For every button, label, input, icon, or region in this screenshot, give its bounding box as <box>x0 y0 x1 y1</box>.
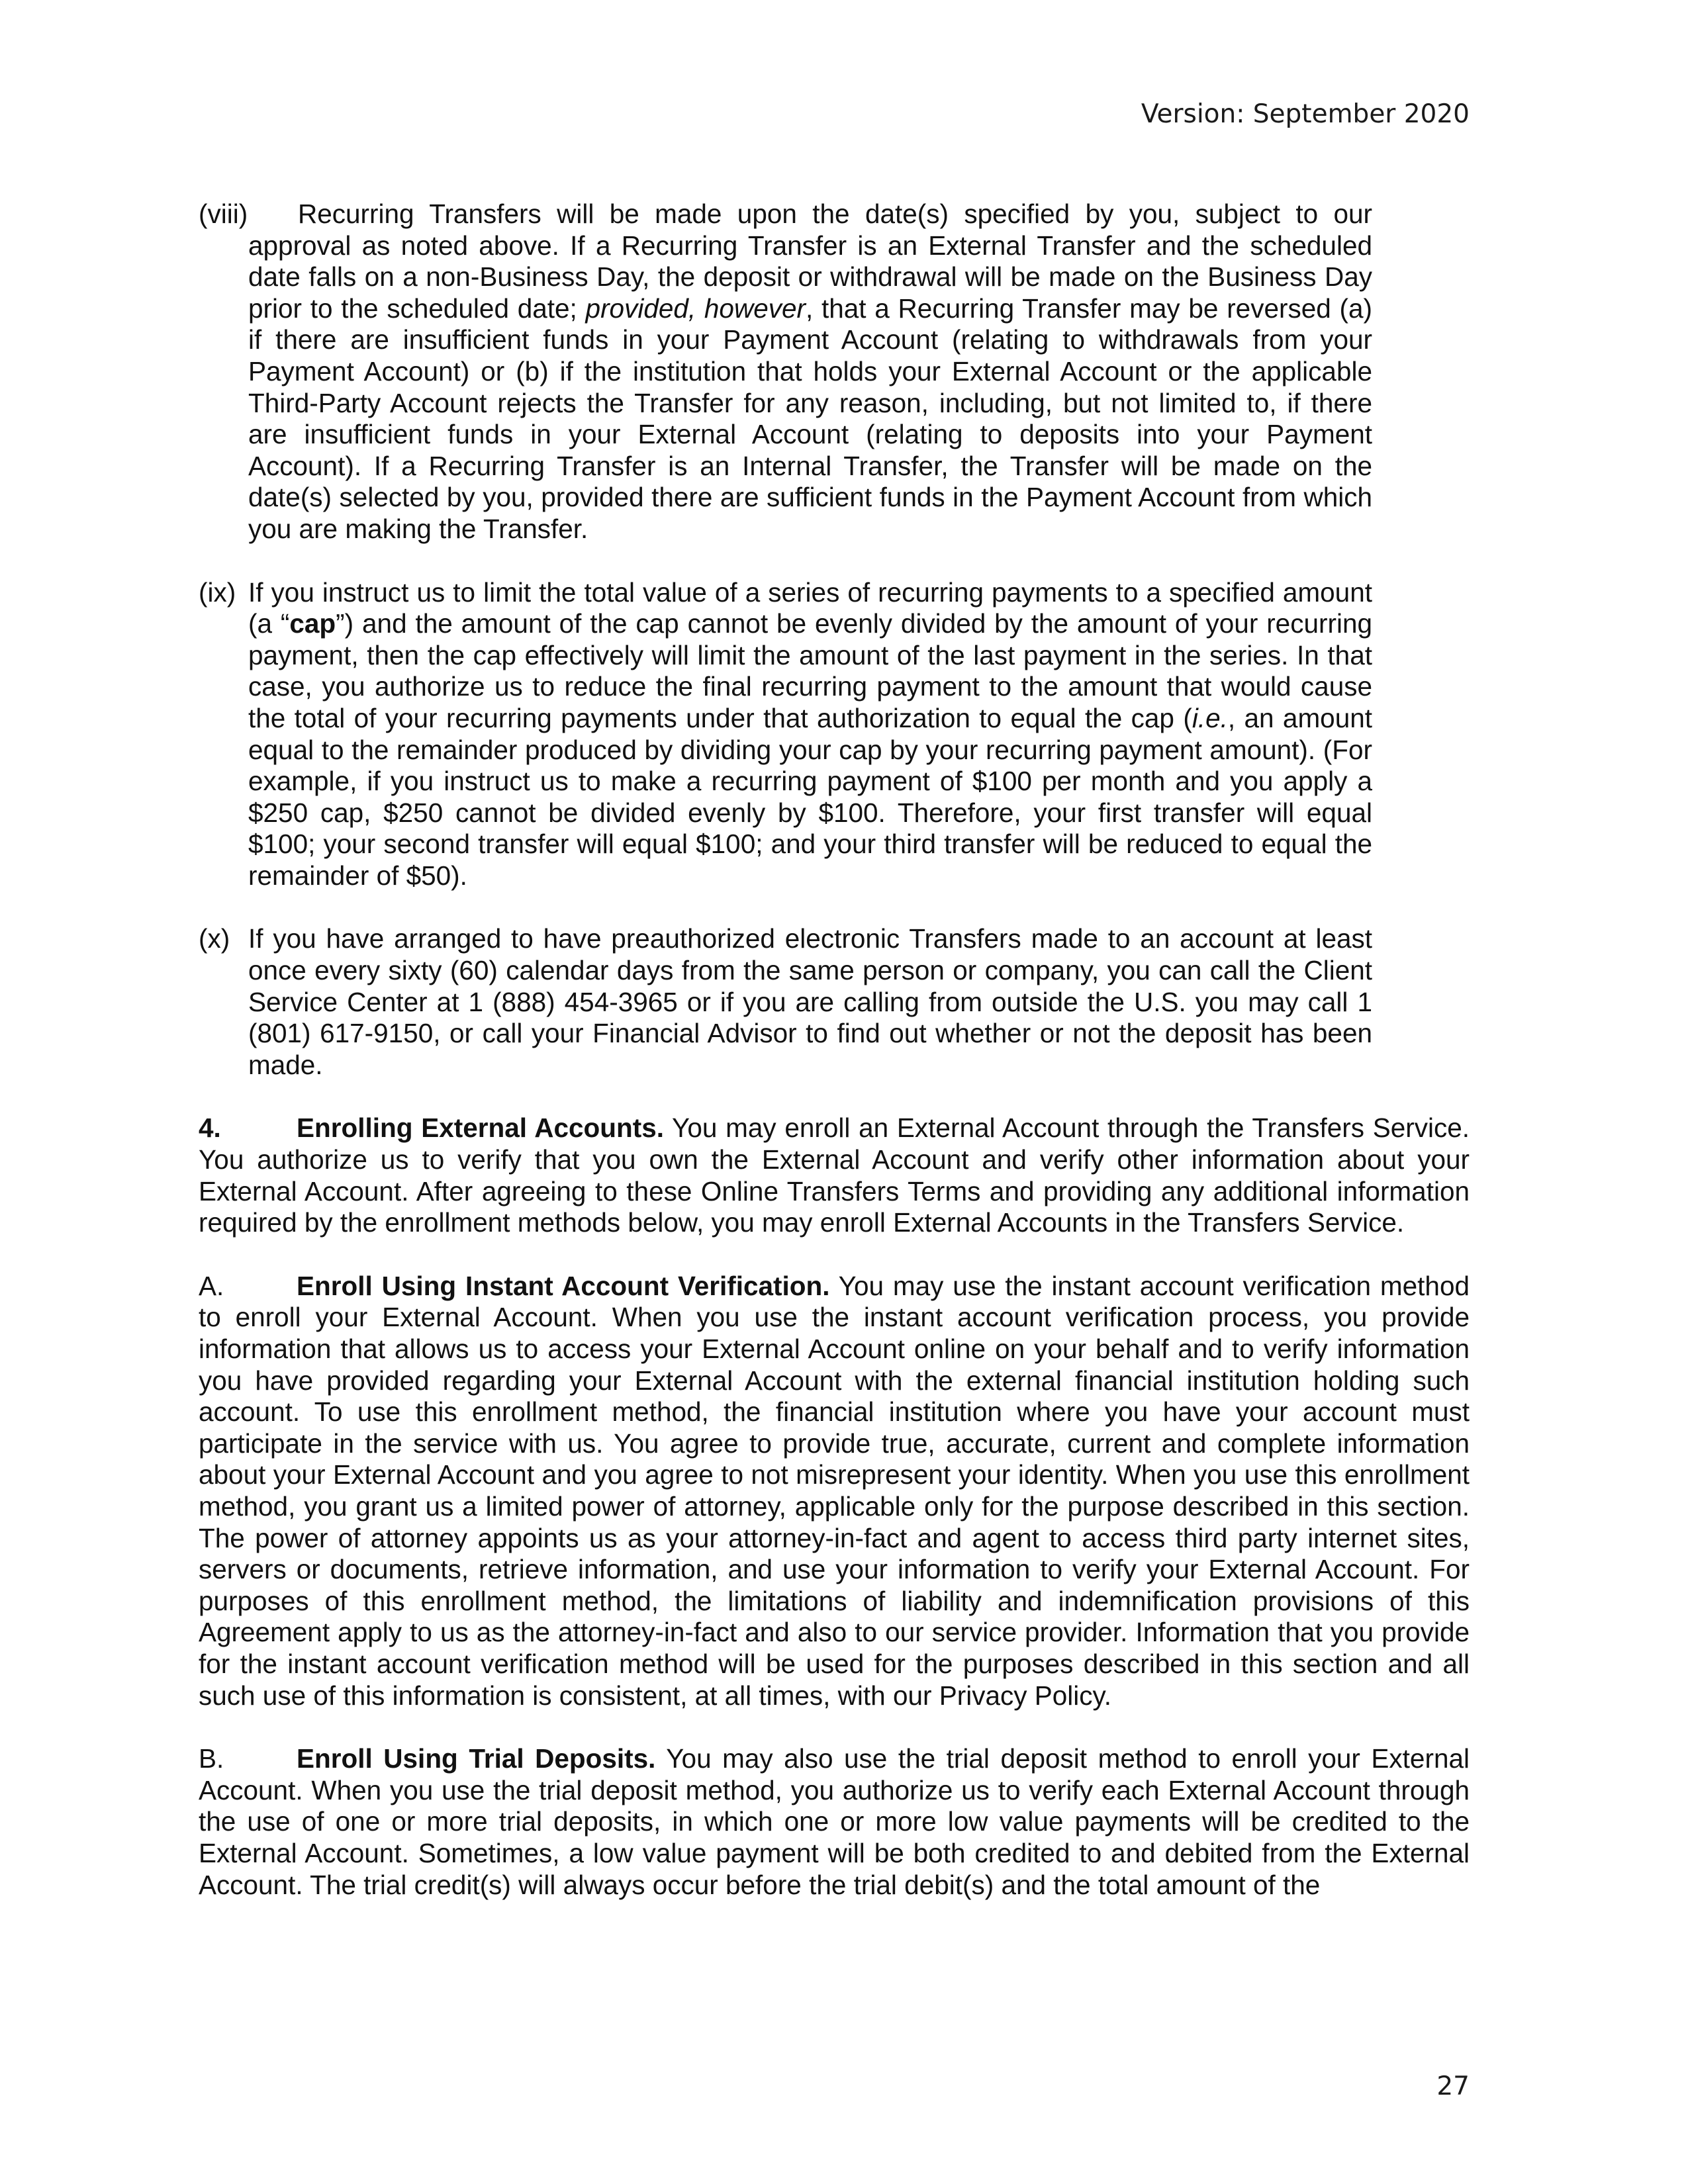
list-marker: (x) <box>199 923 230 954</box>
section-number: 4. <box>199 1113 221 1144</box>
item-italic-text: i.e. <box>1192 702 1228 733</box>
section-text: You may also use the trial deposit method to enroll your External Account. When you use the trial deposit method, you authorize us to verify each External Account through the use of one or more trial deposits, in which one or more low value payments will be credited to the External Account. Sometimes, a low value payment will be both credited to and debited from the External Account. The trial credit(s) will always occur before the trial debit(s) and the total amount of the <box>199 1743 1470 1900</box>
page-number: 27 <box>1436 2071 1470 2101</box>
item-text: ”) and the amount of the cap cannot be evenly divided by the amount of your recurring payment, then the cap effectively will limit the amount of the last payment in the series. In that case, you authorize us to reduce the final recurring payment to the amount that would cause the total of your recurring payments under that authorization to equal the cap ( <box>248 608 1372 733</box>
section-a <box>199 1271 1470 1711</box>
section-number: B. <box>199 1743 224 1774</box>
section-text: You may enroll an External Account through the Transfers Service. You authorize us to verify that you own the External Account and verify other information about your External Account. After agreeing to these Online Transfers Terms and providing any additional information required by the enrollment methods below, you may enroll External Accounts in the Transfers Service. <box>199 1113 1470 1238</box>
list-marker: (viii) <box>199 199 248 229</box>
section-text: You may use the instant account verification method to enroll your External Account. When you use the instant account verification process, you provide information that allows us to access your External Account online on your behalf and to verify information you have provided regarding your External Account with the external financial institution holding such account. To use this enrollment method, the financial institution where you have your account must participate in the service with us. You agree to provide true, accurate, current and complete information about your External Account and you agree to not misrepresent your identity. When you use this enrollment method, you grant us a limited power of attorney, applicable only for the purpose described in this section. The power of attorney appoints us as your attorney-in-fact and agent to access third party internet sites, servers or documents, retrieve information, and use your information to verify your External Account. For purposes of this enrollment method, the limitations of liability and indemnification provisions of this Agreement apply to us as the attorney-in-fact and also to our service provider. Information that you provide for the instant account verification method will be used for the purposes described in this section and all such use of this information is consistent, at all times, with our Privacy Policy. <box>199 1270 1470 1711</box>
section-heading: Enroll Using Instant Account Verification. <box>297 1270 830 1301</box>
version-header: Version: September 2020 <box>1141 99 1470 129</box>
section-heading: Enroll Using Trial Deposits. <box>297 1743 656 1774</box>
item-text: , an amount equal to the remainder produced by dividing your cap by your recurring payment amount). (For example, if you instruct us to make a recurring payment of $100 per month and you apply a $250 cap, $250 cannot be divided evenly by $100. Therefore, your first transfer will equal $100; your second transfer will equal $100; and your third transfer will be reduced to equal the remainder of $50). <box>248 702 1372 891</box>
item-text: Recurring Transfers will be made upon the date(s) specified by you, subject to our approval as noted above. If a Recurring Transfer is an External Transfer and the scheduled date falls on a non-Business Day, the deposit or withdrawal will be made on the Business Day prior to the scheduled date; <box>248 199 1372 324</box>
document-body <box>199 199 1470 1933</box>
section-4 <box>199 1113 1470 1238</box>
item-text: , that a Recurring Transfer may be reversed (a) if there are insufficient funds in your Payment Account (relating to withdrawals from your Payment Account) or (b) if the institution that holds your External Account or the applicable Third-Party Account rejects the Transfer for any reason, including, but not limited to, if there are insufficient funds in your External Account (relating to deposits into your Payment Account). If a Recurring Transfer is an Internal Transfer, the Transfer will be made on the date(s) selected by you, provided there are sufficient funds in the Payment Account from which you are making the Transfer. <box>248 293 1373 544</box>
list-marker: (ix) <box>199 576 236 608</box>
item-text: If you have arranged to have preauthorized electronic Transfers made to an account at least once every sixty (60) calendar days from the same person or company, you can call the Client Service Center at 1 (888) 454-3965 or if you are calling from outside the U.S. you may call 1 (801) 617-9150, or call your Financial Advisor to find out whether or not the deposit has been made. <box>248 923 1372 1080</box>
list-item-ix <box>199 577 1372 892</box>
item-text: If you instruct us to limit the total value of a series of recurring payments to a specified amount (a “ <box>248 576 1372 639</box>
list-item-viii <box>199 199 1372 545</box>
item-italic-text: provided, however <box>585 293 806 324</box>
item-bold-term: cap <box>289 608 336 639</box>
section-number: A. <box>199 1270 224 1301</box>
section-heading: Enrolling External Accounts. <box>297 1113 665 1144</box>
section-b <box>199 1743 1470 1901</box>
list-item-x <box>199 923 1372 1081</box>
